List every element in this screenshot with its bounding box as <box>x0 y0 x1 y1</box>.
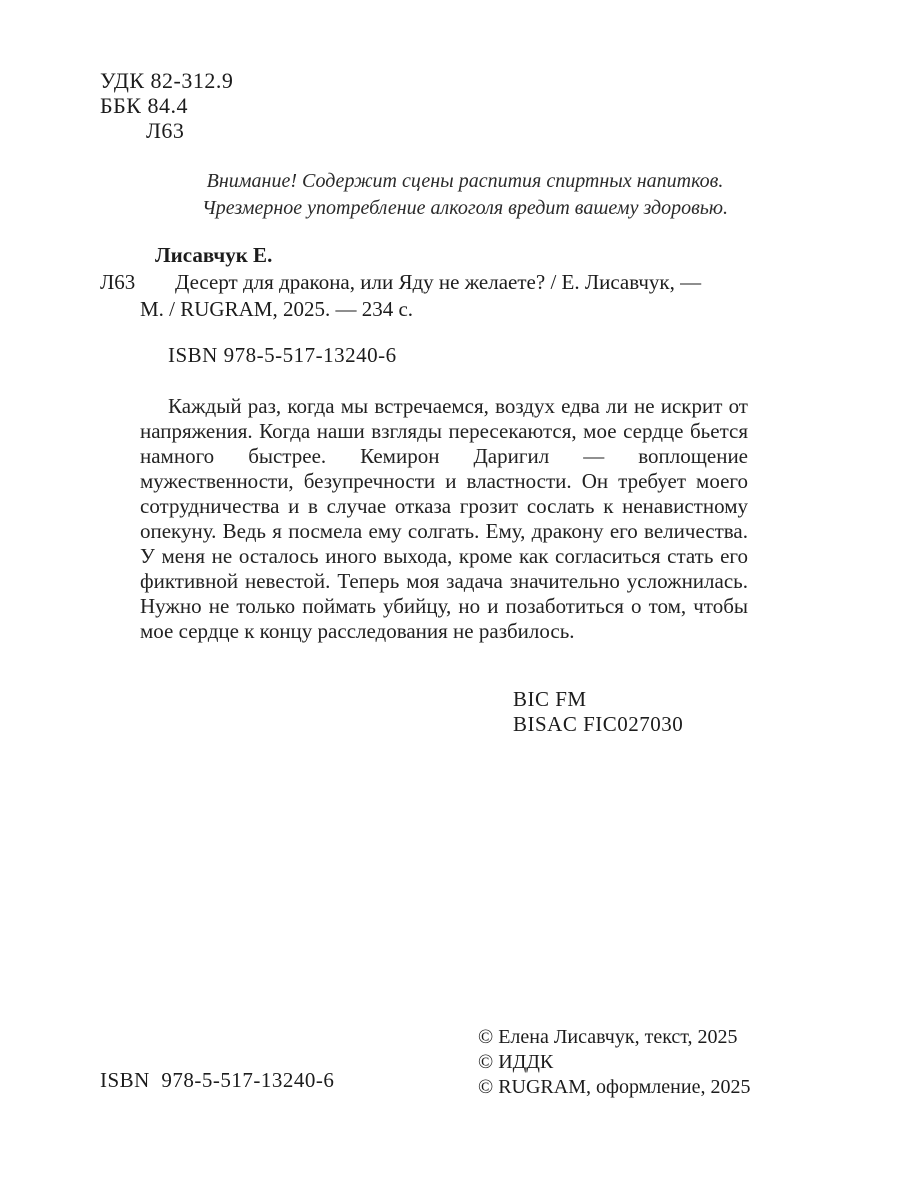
bbk-line: ББК 84.4 <box>100 93 188 118</box>
alcohol-warning <box>155 168 775 222</box>
warning-line-1: Внимание! Содержит сцены распития спиртных напитков. <box>206 170 724 192</box>
bibliographic-record <box>100 242 770 323</box>
classification-block <box>100 68 233 143</box>
copyright-iddk: © ИДДК <box>478 1051 554 1073</box>
copyright-rugram: © RUGRAM, оформление, 2025 <box>478 1076 751 1098</box>
annotation-paragraph: Каждый раз, когда мы встречаемся, воздух едва ли не искрит от напряжения. Когда наши взгляды пересекаются, мое сердце бьется намного быстрее. Кемирон Даригил — воплощение мужественности, безупречности и властности. Он требует моего сотрудничества и в случае отказа грозит сослать к ненавистному опекуну. Ведь я посмела ему солгать. Ему, дракону его величества. У меня не осталось иного выхода, кроме как согласиться стать его фиктивной невестой. Теперь моя задача значительно усложнилась. Нужно не только поймать убийцу, но и позаботиться о том, чтобы мое сердце к концу расследования не разбилось. <box>140 394 748 643</box>
biblio-margin-code: Л63 <box>100 270 136 294</box>
udk-line: УДК 82-312.9 <box>100 68 234 93</box>
copyright-block <box>478 1025 750 1100</box>
isbn-bottom: ISBN 978-5-517-13240-6 <box>100 1068 335 1092</box>
bisac-code: BISAC FIC027030 <box>513 712 684 736</box>
biblio-imprint: М. / RUGRAM, 2025. — 234 с. <box>140 297 414 321</box>
biblio-author: Лисавчук Е. <box>155 243 273 267</box>
copyright-author: © Елена Лисавчук, текст, 2025 <box>478 1026 738 1048</box>
isbn-top: ISBN 978-5-517-13240-6 <box>168 343 397 367</box>
biblio-title: Десерт для дракона, или Яду не желаете? / Е. Лисавчук, — <box>175 270 702 294</box>
bic-code: BIC FM <box>513 687 587 711</box>
warning-line-2: Чрезмерное употребление алкоголя вредит вашему здоровью. <box>202 197 728 219</box>
subject-codes <box>513 687 683 737</box>
author-sign-line: Л63 <box>146 118 185 143</box>
biblio-entry-line <box>100 269 770 296</box>
